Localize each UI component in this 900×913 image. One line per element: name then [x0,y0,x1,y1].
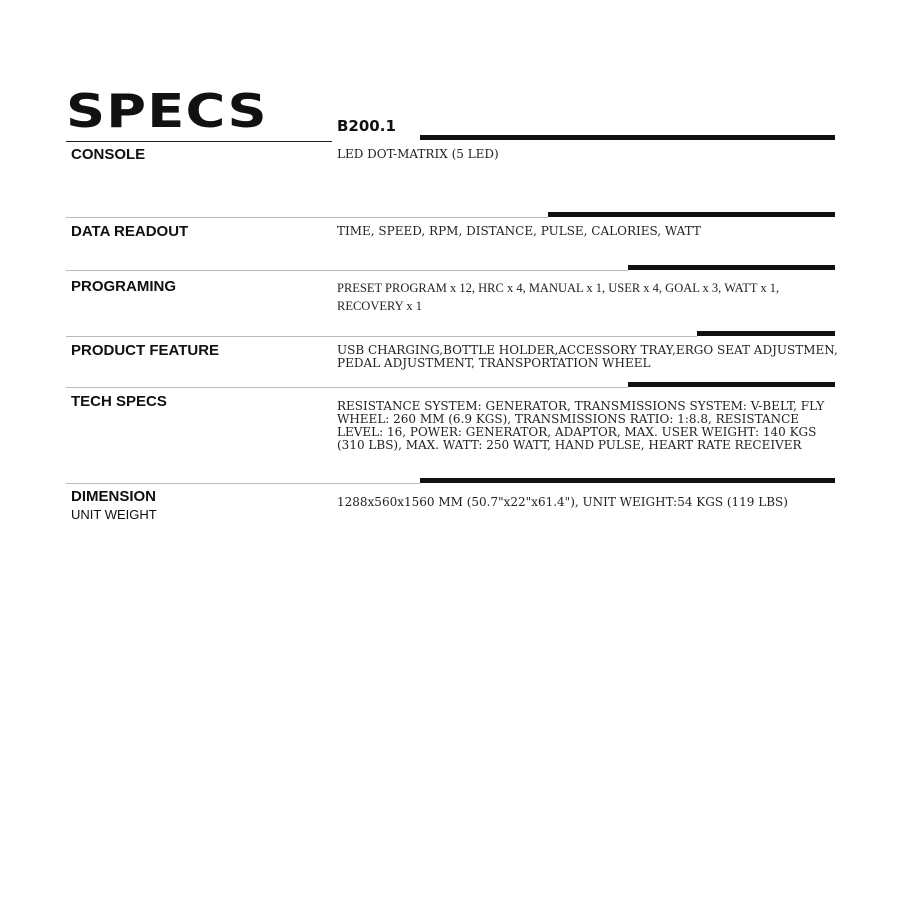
spec-value-programing [337,279,779,315]
spec-label-programing: PROGRAMING [71,278,176,295]
model-number: B200.1 [337,117,396,135]
row-accent-bar [628,265,835,270]
spec-value-dimension: 1288x560x1560 MM (50.7"x22"x61.4"), UNIT WEIGHT:54 KGS (119 LBS) [337,495,788,509]
spec-value-line: LEVEL: 16, POWER: GENERATOR, ADAPTOR, MAX. USER WEIGHT: 140 KGS [337,425,817,439]
spec-value-line: RECOVERY x 1 [337,299,422,313]
spec-label-console: CONSOLE [71,146,146,163]
row-accent-bar [628,382,835,387]
spec-label-product-feature: PRODUCT FEATURE [71,342,220,359]
spec-value-line: (310 LBS), MAX. WATT: 250 WATT, HAND PULSE, HEART RATE RECEIVER [337,438,802,452]
spec-label-data-readout: DATA READOUT [71,223,189,240]
page-title: SPECS [66,84,268,138]
row-accent-bar [420,478,835,483]
row-accent-bar [697,331,835,336]
spec-value-line: USB CHARGING,BOTTLE HOLDER,ACCESSORY TRAY,ERGO SEAT ADJUSTMEN, [337,343,838,357]
row-accent-bar [548,212,835,217]
row-divider [66,336,697,337]
spec-value-line: WHEEL: 260 MM (6.9 KGS), TRANSMISSIONS RATIO: 1:8.8, RESISTANCE [337,412,800,426]
spec-label-tech-specs: TECH SPECS [71,393,167,410]
row-divider [66,217,548,218]
spec-value-tech-specs [337,400,824,452]
spec-value-console: LED DOT-MATRIX (5 LED) [337,147,499,161]
row-divider [66,270,628,271]
spec-value-product-feature [337,344,838,370]
title-underline [66,141,332,142]
row-divider [66,387,628,388]
spec-value-data-readout: TIME, SPEED, RPM, DISTANCE, PULSE, CALORIES, WATT [337,224,701,238]
header-bar [420,135,835,140]
spec-value-line: RESISTANCE SYSTEM: GENERATOR, TRANSMISSIONS SYSTEM: V-BELT, FLY [337,399,825,413]
spec-value-line: PRESET PROGRAM x 12, HRC x 4, MANUAL x 1, USER x 4, GOAL x 3, WATT x 1, [337,281,780,295]
spec-sublabel-unit-weight: UNIT WEIGHT [71,507,157,522]
row-divider [66,483,420,484]
spec-label-dimension: DIMENSION [71,488,157,505]
spec-value-line: PEDAL ADJUSTMENT, TRANSPORTATION WHEEL [337,356,651,370]
